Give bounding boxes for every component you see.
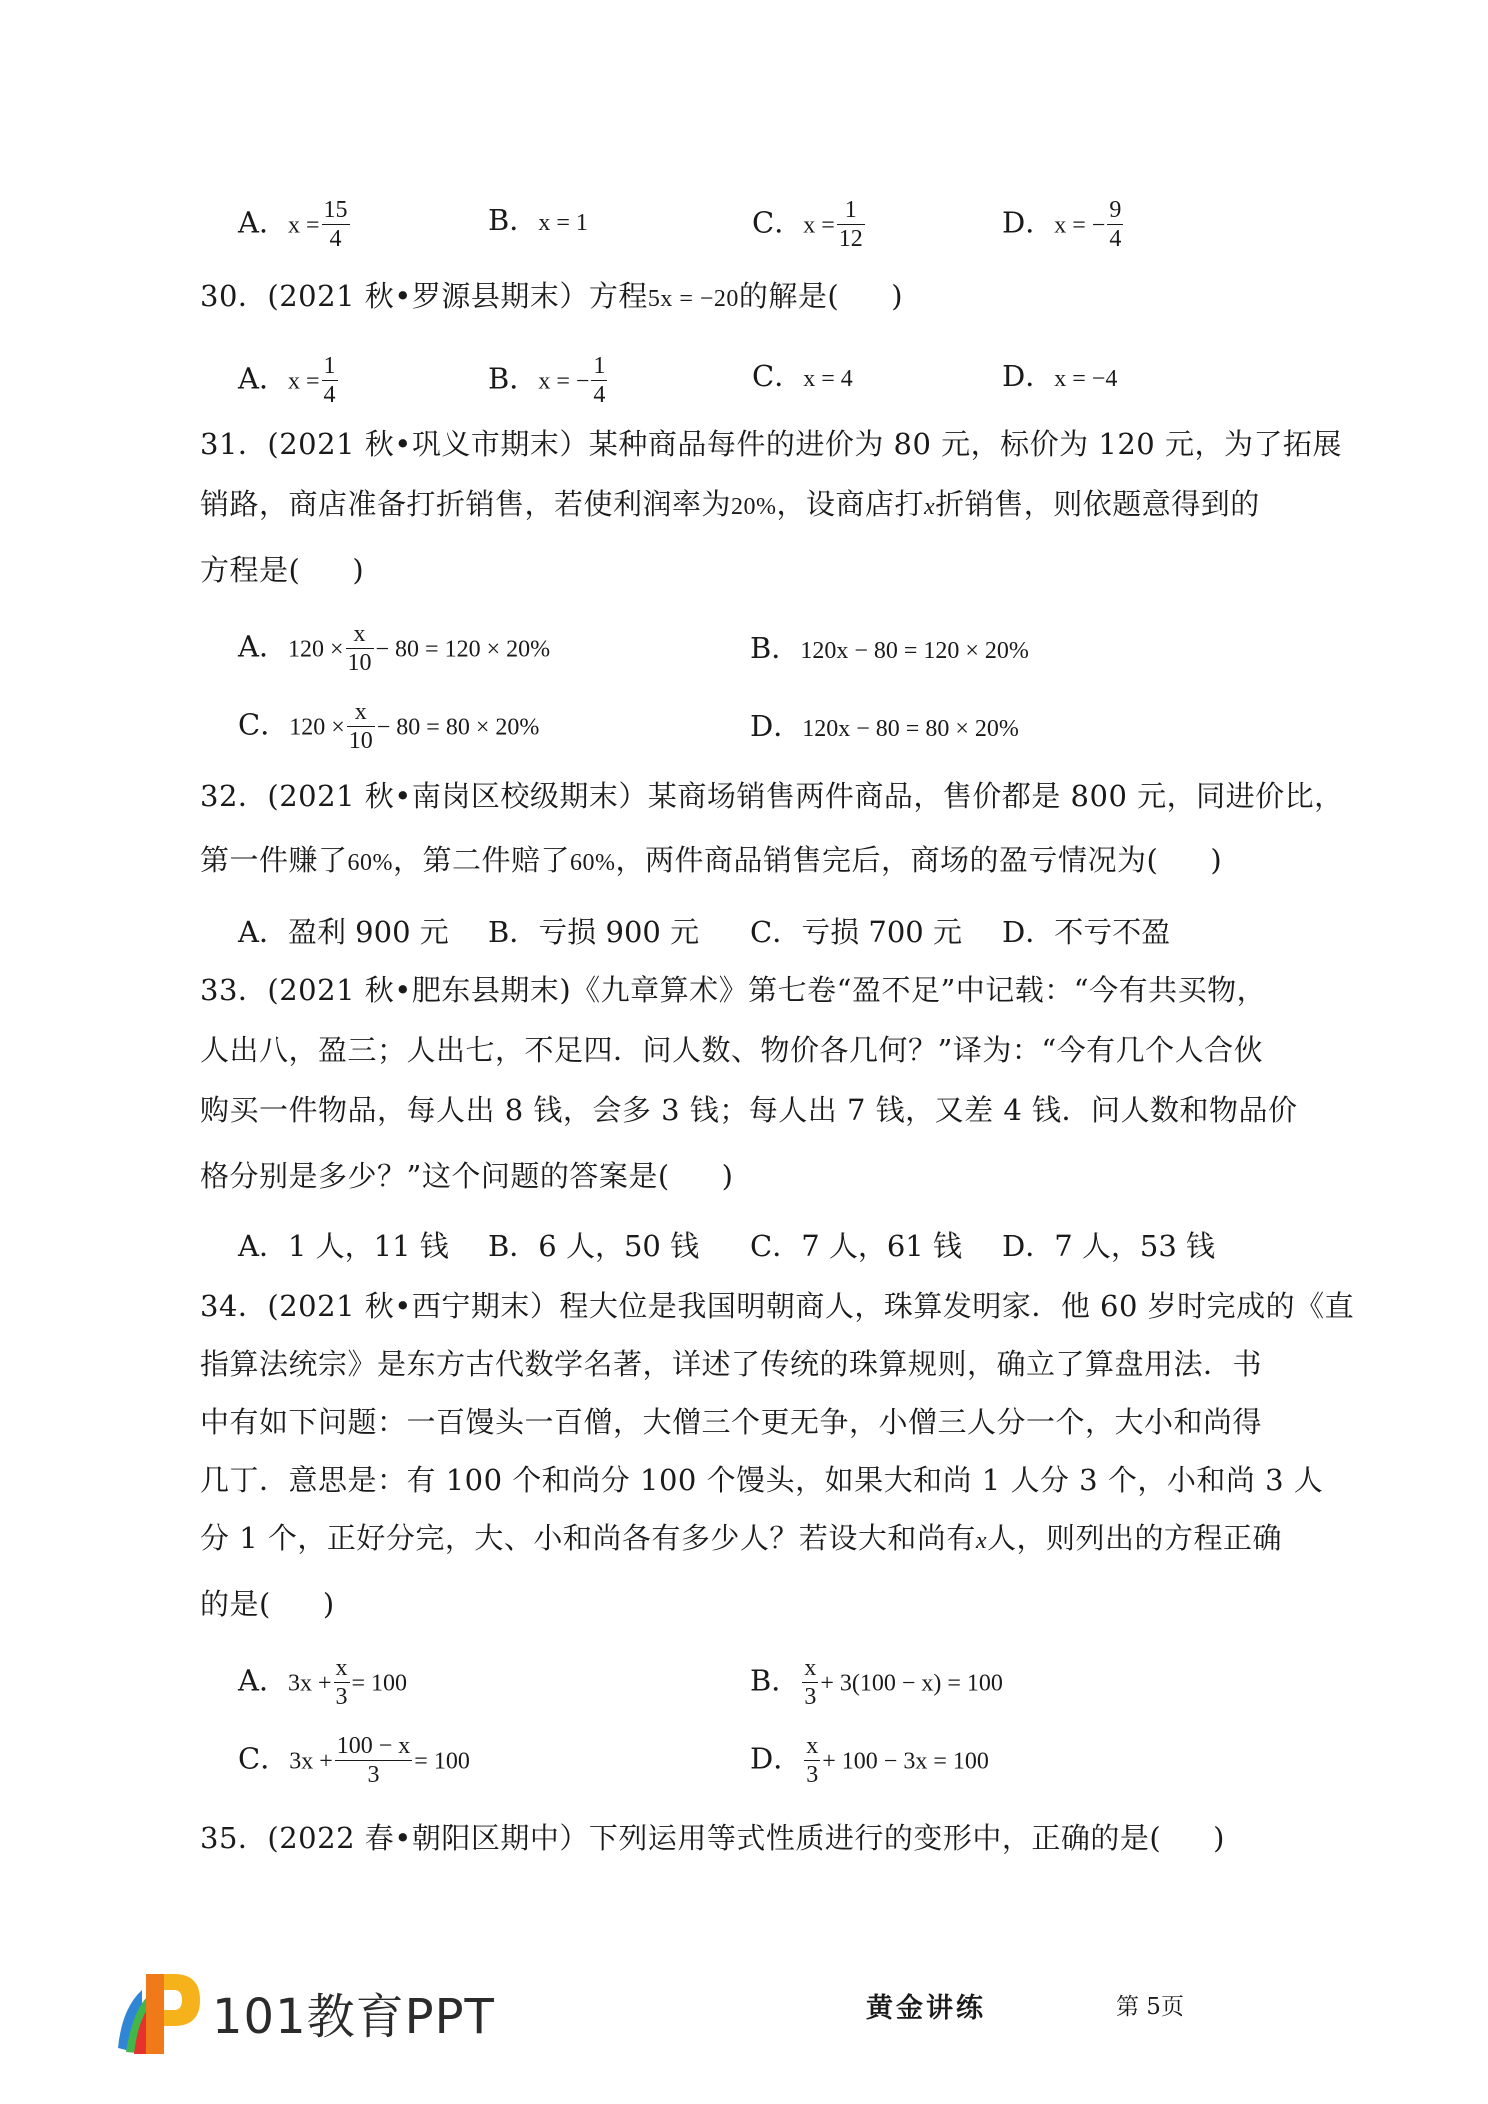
page-number: 第 5页 [1116,1994,1184,2020]
brand-logo [112,1968,552,2058]
q33-line-4: 格分别是多少？”这个问题的答案是( ) [200,1159,734,1193]
q31-option-a: A．120 × $\frac{x}{10}$ − 80 = 120 × 20% [238,621,551,676]
q34-option-a: A．3x + $\frac{x}{3}$ = 100 [238,1655,408,1710]
q30-stem: 30．(2021 秋•罗源县期末）方程5x = −20的解是( ) [200,279,904,313]
q34-line-2: 指算法统宗》是东方古代数学名著，详述了传统的珠算规则，确立了算盘用法．书 [200,1347,1263,1381]
q34-line-5: 分 1 个，正好分完，大、小和尚各有多少人？若设大和尚有x人，则列出的方程正确 [200,1521,1283,1555]
q34-line-1: 34．(2021 秋•西宁期末）程大位是我国明朝商人，珠算发明家．他 60 岁时完成的《直 [200,1289,1355,1323]
q33-line-3: 购买一件物品，每人出 8 钱，会多 3 钱；每人出 7 钱，又差 4 钱．问人数和物品价 [200,1093,1298,1127]
q33-option-a: A．1 人，11 钱 [238,1229,449,1263]
q34-option-b: B． $\frac{x}{3}$ + 3(100 − x) = 100 [750,1655,1003,1710]
q31-option-d: D．120x − 80 = 80 × 20% [750,709,1019,743]
q32-option-a: A．盈利 900 元 [238,915,449,949]
q31-line-1: 31．(2021 秋•巩义市期末）某种商品每件的进价为 80 元，标价为 120 元，为了拓展 [200,427,1342,461]
q31-option-c: C．120 × $\frac{x}{10}$ − 80 = 80 × 20% [238,699,540,754]
footer-brand: 黄金讲练 [866,1993,986,2024]
logo-p-icon [112,1968,208,2058]
q31-line-3: 方程是( ) [200,553,365,587]
q30-option-a: A．x = $\frac{1}{4}$ [238,353,336,408]
q29-option-d: D．x = − $\frac{9}{4}$ [1002,197,1122,252]
q32-option-c: C．亏损 700 元 [750,915,962,949]
q30-option-b: B．x = − $\frac{1}{4}$ [488,353,606,408]
q32-line-1: 32．(2021 秋•南岗区校级期末）某商场销售两件商品，售价都是 800 元，同进价比， [200,779,1344,813]
q29-option-a: A．x = $\frac{15}{4}$ [238,197,348,252]
logo-text: 101教育PPT [212,1989,495,2045]
q33-option-c: C．7 人，61 钱 [750,1229,962,1263]
q33-option-b: B．6 人，50 钱 [488,1229,700,1263]
q30-option-d: D．x = −4 [1002,359,1118,393]
q34-option-c: C．3x + $\frac{100 - x}{3}$ = 100 [238,1733,470,1788]
q31-line-2: 销路，商店准备打折销售，若使利润率为20%，设商店打x折销售，则依题意得到的 [200,487,1260,521]
q29-option-b: B．x = 1 [488,203,588,237]
q32-option-b: B．亏损 900 元 [488,915,700,949]
q34-line-6: 的是( ) [200,1587,335,1621]
q32-line-2: 第一件赚了60%，第二件赔了60%，两件商品销售完后，商场的盈亏情况为( ) [200,843,1223,877]
q30-option-c: C．x = 4 [752,359,853,393]
q34-line-3: 中有如下问题：一百馒头一百僧，大僧三个更无争，小僧三人分一个，大小和尚得 [200,1405,1263,1439]
q33-line-1: 33．(2021 秋•肥东县期末)《九章算术》第七卷“盈不足”中记载：“今有共买物， [200,973,1267,1007]
q33-option-d: D．7 人，53 钱 [1002,1229,1216,1263]
q34-option-d: D． $\frac{x}{3}$ + 100 − 3x = 100 [750,1733,989,1788]
q35-line-1: 35．(2022 春•朝阳区期中）下列运用等式性质进行的变形中，正确的是( ) [200,1821,1225,1855]
q31-option-b: B．120x − 80 = 120 × 20% [750,631,1029,665]
q32-option-d: D．不亏不盈 [1002,915,1171,949]
q34-line-4: 几丁．意思是：有 100 个和尚分 100 个馒头，如果大和尚 1 人分 3 个，小和尚 3 人 [200,1463,1324,1497]
q33-line-2: 人出八，盈三；人出七，不足四．问人数、物价各几何？”译为：“今有几个人合伙 [200,1033,1264,1067]
q29-option-c: C．x = $\frac{1}{12}$ [752,197,863,252]
